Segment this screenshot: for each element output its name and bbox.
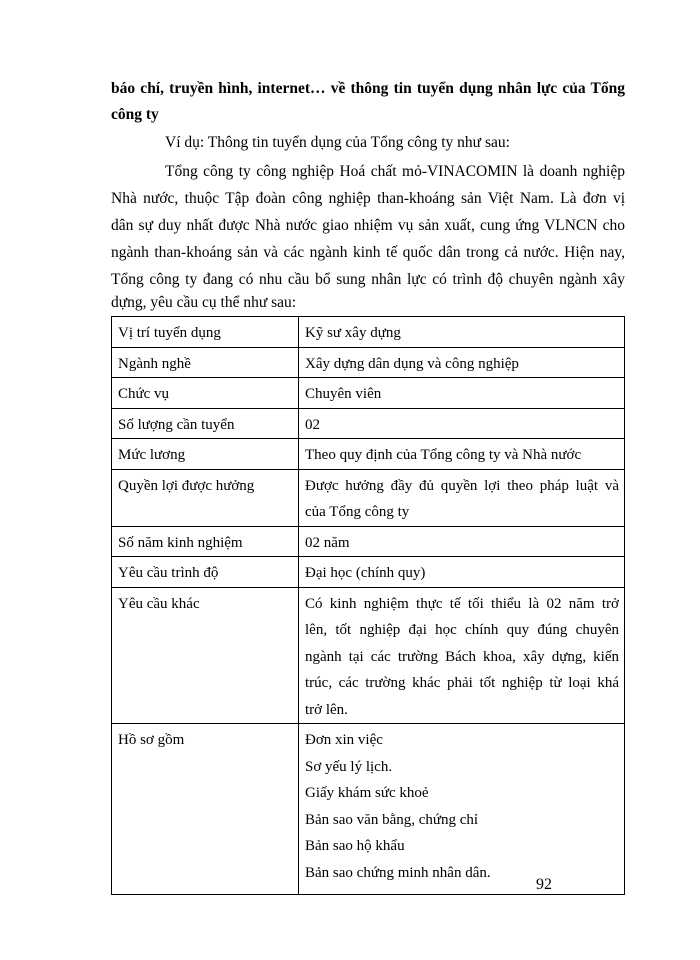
- value-line: trúc, các trường khác phải tốt nghiệp từ loại khá: [305, 675, 619, 691]
- row-label: Yêu cầu trình độ: [112, 557, 299, 588]
- row-value: Xây dựng dân dụng và công nghiệp: [299, 347, 625, 378]
- row-value: [299, 587, 625, 724]
- table-row: [112, 724, 625, 895]
- value-line: Có kinh nghiệm thực tế tối thiểu là 02 năm trở: [305, 595, 619, 612]
- row-label: Quyền lợi được hưởng: [112, 469, 299, 526]
- table-row: [112, 378, 625, 409]
- table-row: [112, 469, 625, 526]
- row-value: [299, 469, 625, 526]
- row-value: Theo quy định của Tổng công ty và Nhà nước: [299, 439, 625, 470]
- recruitment-table: [111, 316, 625, 895]
- table-row: [112, 439, 625, 470]
- table-row: [112, 347, 625, 378]
- row-label: Yêu cầu khác: [112, 587, 299, 724]
- value-line: ngành tại các trường Bách khoa, xây dựng, kiến: [305, 648, 619, 665]
- para-line: ngành than-khoáng sản và các ngành kinh tế quốc dân trong cả nước. Hiện nay,: [111, 244, 625, 261]
- row-value: Đại học (chính quy): [299, 557, 625, 588]
- row-value: Chuyên viên: [299, 378, 625, 409]
- row-value: [299, 724, 625, 895]
- page-number: 92: [536, 876, 552, 893]
- value-line: Được hưởng đầy đủ quyền lợi theo pháp luật và: [305, 477, 619, 494]
- value-line: Sơ yếu lý lịch.: [305, 758, 393, 775]
- para-line: Tổng công ty công nghiệp Hoá chất mỏ-VINACOMIN là doanh nghiệp: [165, 163, 625, 180]
- table-row: [112, 317, 625, 348]
- value-line: Bản sao văn bằng, chứng chỉ: [305, 811, 479, 828]
- row-value: Kỹ sư xây dựng: [299, 317, 625, 348]
- para-line: dựng, yêu cầu cụ thể như sau:: [111, 294, 297, 311]
- value-line: Đơn xin việc: [305, 732, 383, 748]
- row-label: Số năm kinh nghiệm: [112, 526, 299, 557]
- row-label: Vị trí tuyển dụng: [112, 317, 299, 348]
- row-value: 02 năm: [299, 526, 625, 557]
- row-label: Hồ sơ gồm: [112, 724, 299, 895]
- para-line: dân sự duy nhất được Nhà nước giao nhiệm vụ sản xuất, cung ứng VLNCN cho: [111, 217, 625, 234]
- para-line: Nhà nước, thuộc Tập đoàn công nghiệp than-khoáng sản Việt Nam. Là đơn vị: [111, 190, 625, 207]
- value-line: Bản sao chứng minh nhân dân.: [305, 864, 491, 881]
- row-label: Chức vụ: [112, 378, 299, 409]
- example-line: Ví dụ: Thông tin tuyển dụng của Tổng công ty như sau:: [165, 134, 510, 151]
- value-line: của Tổng công ty: [305, 504, 410, 520]
- para-line: Tổng công ty đang có nhu cầu bổ sung nhân lực có trình độ chuyên ngành xây: [111, 271, 625, 288]
- row-label: Mức lương: [112, 439, 299, 470]
- intro-bold-line-1: báo chí, truyền hình, internet… về thông tin tuyển dụng nhân lực của Tổng: [111, 80, 625, 97]
- table-row: [112, 557, 625, 588]
- intro-bold-line-2: công ty: [111, 106, 159, 123]
- value-line: Bản sao hộ khẩu: [305, 838, 405, 854]
- row-label: Ngành nghề: [112, 347, 299, 378]
- table-row: [112, 408, 625, 439]
- row-value: 02: [299, 408, 625, 439]
- row-label: Số lượng cần tuyển: [112, 408, 299, 439]
- value-line: Giấy khám sức khoẻ: [305, 785, 429, 801]
- value-line: trở lên.: [305, 701, 348, 718]
- table-row: [112, 526, 625, 557]
- value-line: lên, tốt nghiệp đại học chính quy đúng chuyên: [305, 622, 619, 638]
- table-row: [112, 587, 625, 724]
